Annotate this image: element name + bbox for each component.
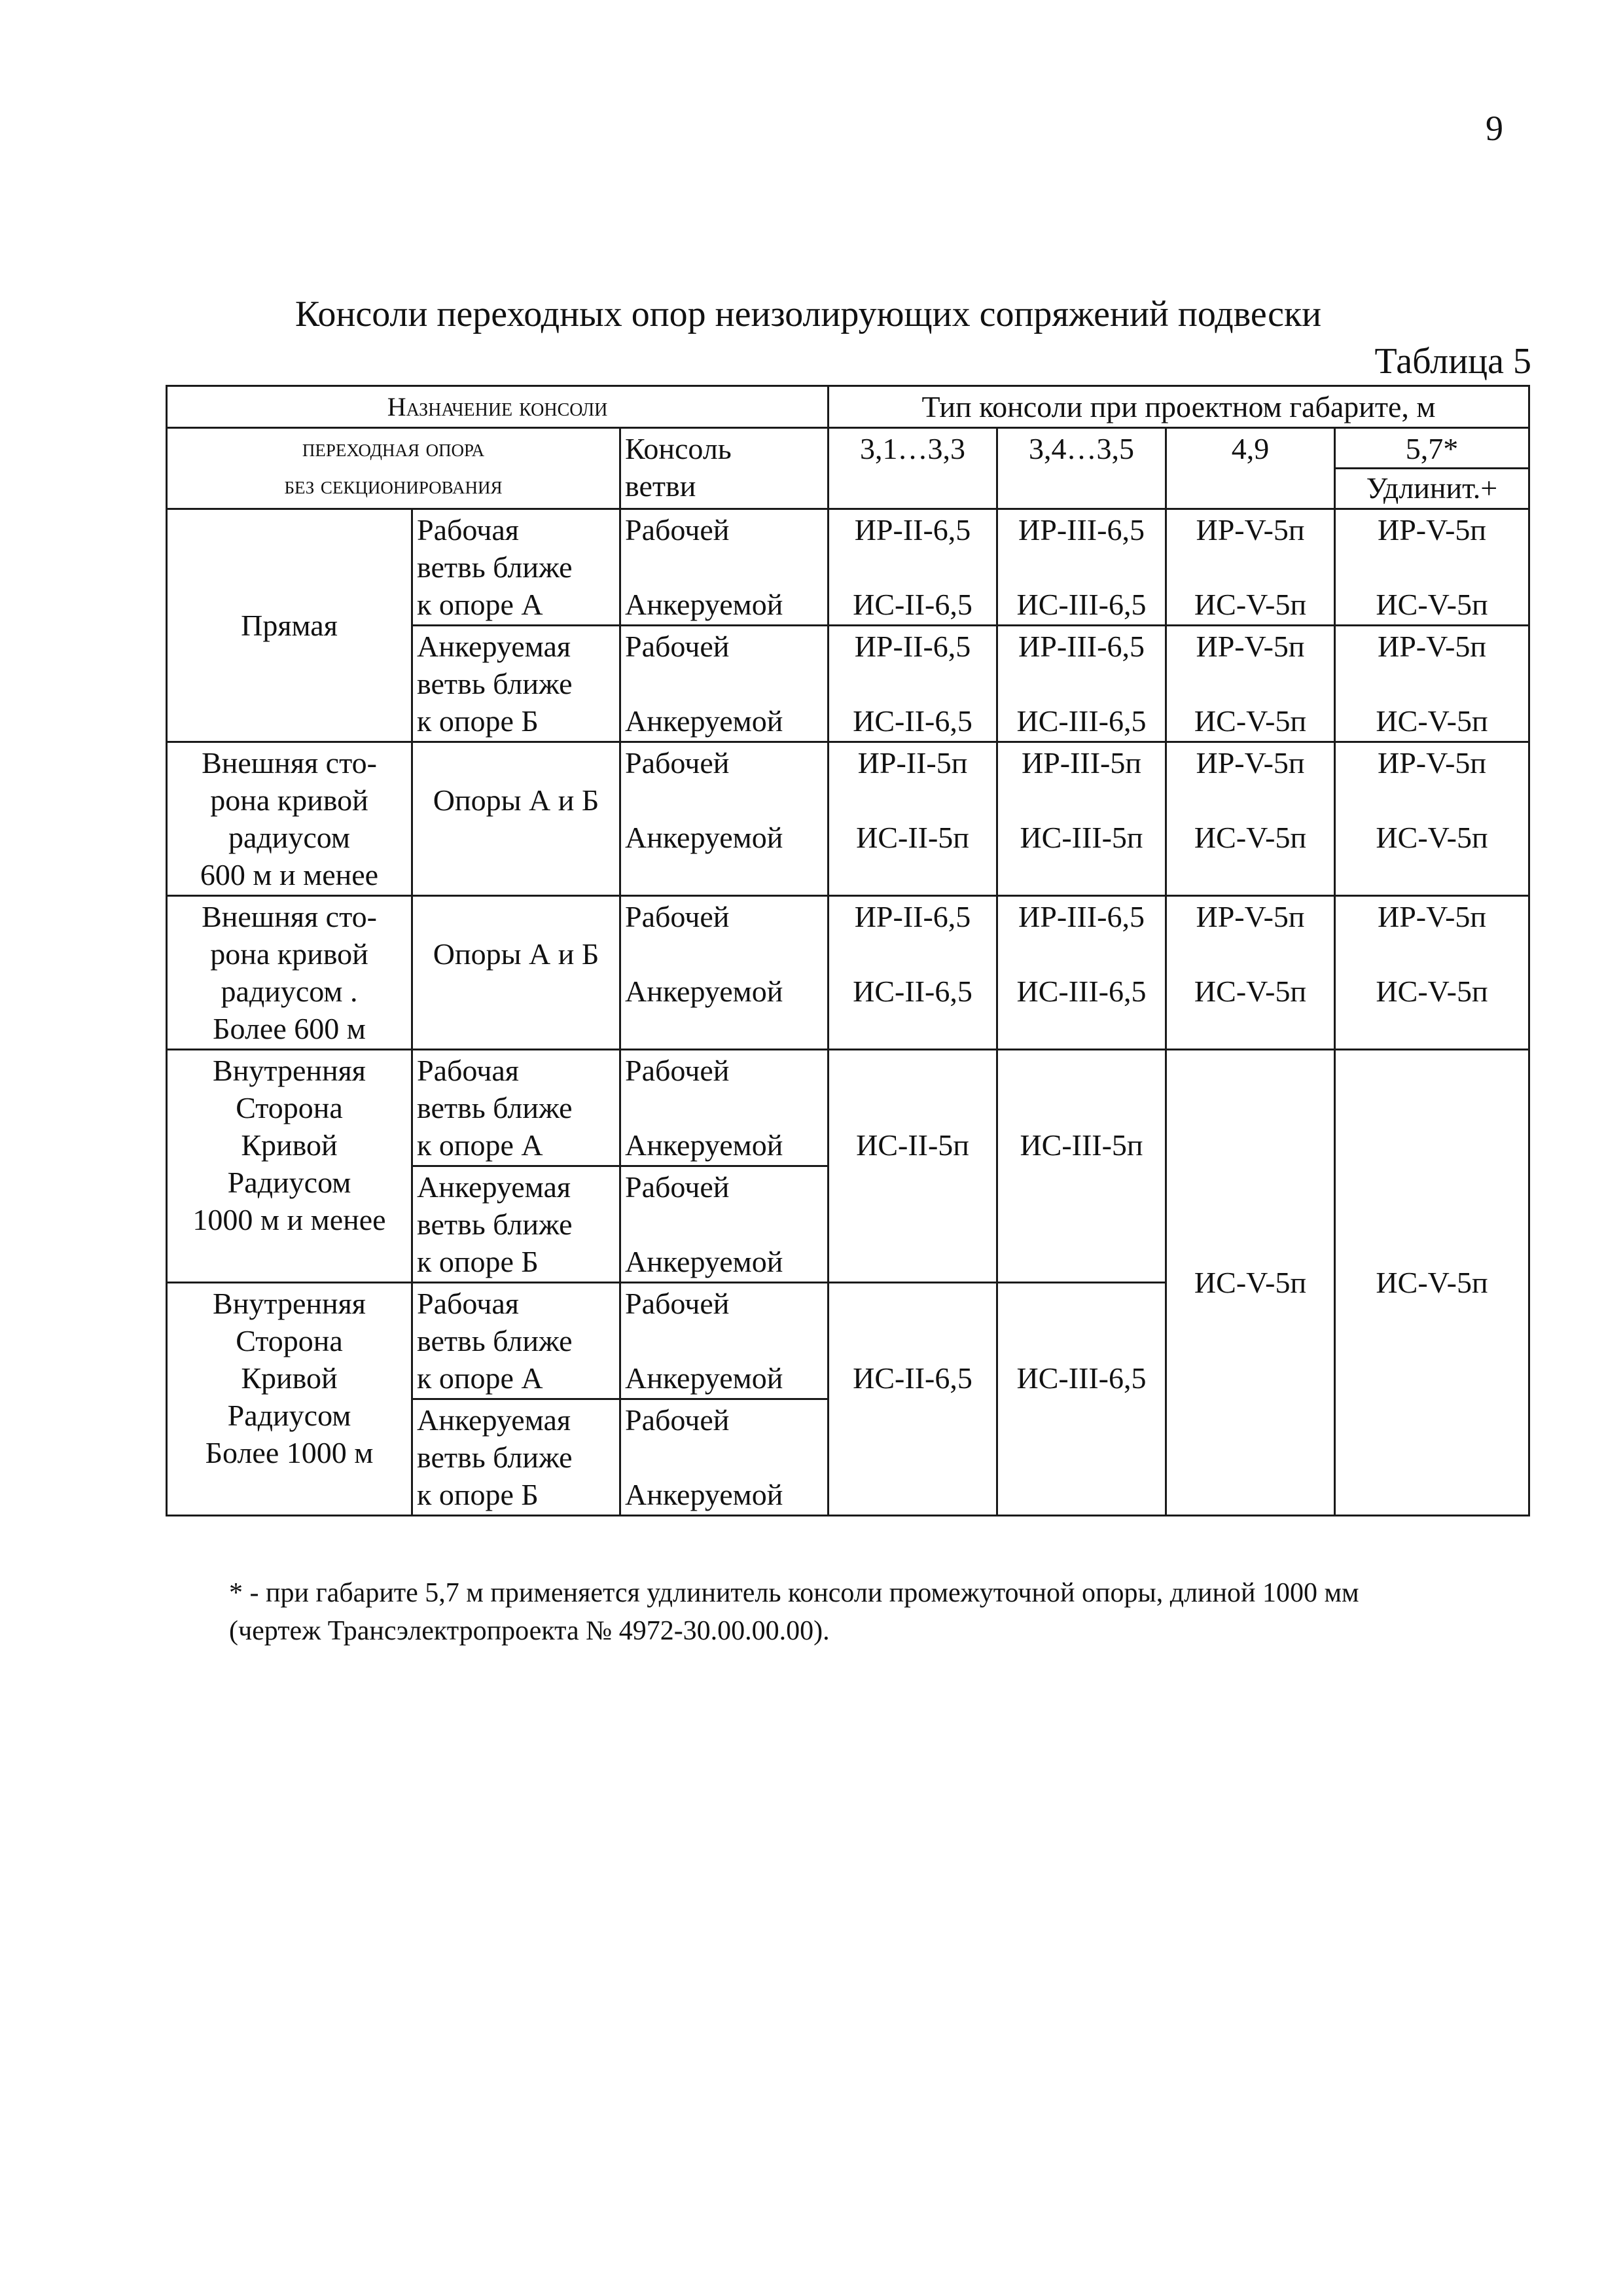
text-line: Внутренняя bbox=[213, 1287, 366, 1320]
text-line: 1000 м и менее bbox=[192, 1203, 386, 1236]
value: ИР-III-6,5 bbox=[1018, 513, 1145, 547]
straight-label: Прямая bbox=[167, 509, 412, 742]
text-line: Радиусом bbox=[227, 1166, 351, 1199]
value-cell bbox=[1335, 896, 1529, 1050]
branch-type bbox=[620, 509, 829, 626]
text-line: Более 600 м bbox=[213, 1012, 366, 1045]
branch-type bbox=[620, 1399, 829, 1516]
gauge-3-1-3-3: 3,1…3,3 bbox=[829, 428, 997, 509]
value: ИС-V-5п bbox=[1194, 975, 1307, 1008]
value: ИС-V-5п bbox=[1376, 588, 1488, 621]
value-cell bbox=[1166, 742, 1335, 896]
text-line: Анкеруемая bbox=[417, 1403, 571, 1437]
text-line: ветвь ближе bbox=[417, 1441, 573, 1474]
value-cell bbox=[1335, 742, 1529, 896]
value-cell bbox=[829, 509, 997, 626]
text-line: к опоре Б bbox=[417, 704, 539, 738]
value: ИР-V-5п bbox=[1377, 900, 1487, 933]
value: ИР-V-5п bbox=[1196, 900, 1305, 933]
value: ИС-II-6,5 bbox=[853, 588, 972, 621]
working-label: Рабочей bbox=[625, 1170, 730, 1204]
text-line: ветвь ближе bbox=[417, 550, 573, 584]
value-cell bbox=[829, 1050, 997, 1283]
working-label: Рабочей bbox=[625, 1054, 730, 1087]
value-cell bbox=[997, 742, 1166, 896]
text-line: ветвь ближе bbox=[417, 1091, 573, 1124]
footnote bbox=[229, 1574, 1505, 1650]
anchored-branch-near-b bbox=[412, 1166, 620, 1283]
text-line: ветвь ближе bbox=[417, 1324, 573, 1357]
text-line: Кривой bbox=[241, 1128, 338, 1162]
value-cell bbox=[997, 626, 1166, 742]
inner-shared-cell-4-9: ИС-V-5п bbox=[1166, 1050, 1335, 1516]
value: ИС-III-5п bbox=[1020, 1128, 1143, 1162]
branch-type bbox=[620, 1166, 829, 1283]
transition-support-label: переходная опора bbox=[302, 435, 485, 462]
text-line: Внутренняя bbox=[213, 1054, 366, 1087]
anchored-label: Анкеруемой bbox=[625, 1245, 783, 1278]
value: ИС-III-6,5 bbox=[1016, 704, 1147, 738]
text-line: к опоре А bbox=[417, 588, 543, 621]
value: ИС-V-5п bbox=[1194, 588, 1307, 621]
text-line: радиусом bbox=[228, 821, 351, 854]
anchored-label: Анкеруемой bbox=[625, 821, 783, 854]
supports-cell bbox=[412, 896, 620, 1050]
gauge-5-7-header bbox=[1335, 428, 1529, 509]
working-branch-near-a bbox=[412, 1050, 620, 1166]
text-line: Кривой bbox=[241, 1361, 338, 1395]
value: ИР-II-6,5 bbox=[854, 513, 971, 547]
inner-shared-cell-5-7: ИС-V-5п bbox=[1335, 1050, 1529, 1516]
value: ИР-II-6,5 bbox=[854, 900, 971, 933]
text-line: 600 м и менее bbox=[200, 858, 379, 891]
value: ИС-III-6,5 bbox=[1016, 588, 1147, 621]
value: ИР-II-6,5 bbox=[854, 630, 971, 663]
text-line: радиусом . bbox=[221, 975, 358, 1008]
branch-type bbox=[620, 1283, 829, 1399]
value-cell bbox=[1335, 626, 1529, 742]
supports-a-b: Опоры А и Б bbox=[433, 783, 599, 817]
anchored-branch-near-b bbox=[412, 626, 620, 742]
branch-type bbox=[620, 1050, 829, 1166]
table-row bbox=[167, 742, 1529, 896]
value: ИС-II-6,5 bbox=[853, 704, 972, 738]
text-line: к опоре А bbox=[417, 1361, 543, 1395]
text-line: к опоре Б bbox=[417, 1245, 539, 1278]
anchored-label: Анкеруемой bbox=[625, 588, 783, 621]
branch-type bbox=[620, 896, 829, 1050]
value: ИС-V-5п bbox=[1376, 821, 1488, 854]
value: ИС-II-6,5 bbox=[853, 1361, 972, 1395]
anchored-label: Анкеруемой bbox=[625, 1128, 783, 1162]
value: ИР-V-5п bbox=[1196, 630, 1305, 663]
value-cell bbox=[829, 742, 997, 896]
value: ИС-V-5п bbox=[1194, 704, 1307, 738]
anchored-label: Анкеруемой bbox=[625, 975, 783, 1008]
text-line: Рабочая bbox=[417, 1287, 519, 1320]
header-row-1 bbox=[167, 386, 1529, 428]
supports-a-b: Опоры А и Б bbox=[433, 937, 599, 971]
text-line: Радиусом bbox=[227, 1399, 351, 1432]
working-label: Рабочей bbox=[625, 900, 730, 933]
gauge-3-4-3-5: 3,4…3,5 bbox=[997, 428, 1166, 509]
value-cell bbox=[1166, 626, 1335, 742]
working-label: Рабочей bbox=[625, 1403, 730, 1437]
value: ИС-V-5п bbox=[1376, 704, 1488, 738]
value: ИР-III-5п bbox=[1021, 746, 1141, 780]
value: ИС-III-6,5 bbox=[1016, 1361, 1147, 1395]
transition-support-header bbox=[167, 428, 620, 509]
text-line: Сторона bbox=[236, 1091, 343, 1124]
value-cell bbox=[997, 1283, 1166, 1516]
value: ИР-V-5п bbox=[1196, 513, 1305, 547]
purpose-header: Назначение консоли bbox=[167, 386, 829, 428]
value: ИР-V-5п bbox=[1377, 513, 1487, 547]
value: ИР-II-5п bbox=[857, 746, 968, 780]
console-branch-line1: Консоль bbox=[625, 432, 732, 465]
value-cell bbox=[829, 896, 997, 1050]
value-cell bbox=[829, 626, 997, 742]
anchored-label: Анкеруемой bbox=[625, 1478, 783, 1511]
value: ИР-V-5п bbox=[1377, 630, 1487, 663]
text-line: Рабочая bbox=[417, 1054, 519, 1087]
anchored-branch-near-b bbox=[412, 1399, 620, 1516]
value: ИС-II-5п bbox=[856, 821, 969, 854]
text-line: Рабочая bbox=[417, 513, 519, 547]
working-branch-near-a bbox=[412, 1283, 620, 1399]
text-line: Более 1000 м bbox=[205, 1436, 374, 1469]
console-branch-line2: ветви bbox=[625, 469, 696, 503]
value: ИС-II-5п bbox=[856, 1128, 969, 1162]
footnote-line-1: * - при габарите 5,7 м применяется удлинитель консоли промежуточной опоры, длиной 1000 мм bbox=[229, 1578, 1359, 1608]
table-row bbox=[167, 1050, 1529, 1166]
text-line: Внешняя сто- bbox=[202, 746, 377, 780]
text-line: Анкеруемая bbox=[417, 1170, 571, 1204]
gauge-5-7: 5,7* bbox=[1405, 432, 1459, 465]
console-table bbox=[166, 385, 1530, 1516]
outer-600-plus-label bbox=[167, 896, 412, 1050]
working-label: Рабочей bbox=[625, 513, 730, 547]
value: ИР-III-6,5 bbox=[1018, 630, 1145, 663]
outer-600-label bbox=[167, 742, 412, 896]
branch-type bbox=[620, 626, 829, 742]
inner-1000-plus-label bbox=[167, 1283, 412, 1516]
value: ИС-V-5п bbox=[1194, 821, 1307, 854]
table-row bbox=[167, 509, 1529, 626]
extension-label: Удлинит.+ bbox=[1336, 467, 1528, 507]
value: ИР-III-6,5 bbox=[1018, 900, 1145, 933]
inner-1000-label bbox=[167, 1050, 412, 1283]
text-line: рона кривой bbox=[210, 783, 368, 817]
supports-cell bbox=[412, 742, 620, 896]
value-cell bbox=[1166, 896, 1335, 1050]
branch-type bbox=[620, 742, 829, 896]
working-label: Рабочей bbox=[625, 630, 730, 663]
working-branch-near-a bbox=[412, 509, 620, 626]
value: ИР-V-5п bbox=[1196, 746, 1305, 780]
text-line: рона кривой bbox=[210, 937, 368, 971]
value: ИС-II-6,5 bbox=[853, 975, 972, 1008]
anchored-label: Анкеруемой bbox=[625, 1361, 783, 1395]
working-label: Рабочей bbox=[625, 1287, 730, 1320]
anchored-label: Анкеруемой bbox=[625, 704, 783, 738]
text-line: ветвь ближе bbox=[417, 1208, 573, 1241]
type-header: Тип консоли при проектном габарите, м bbox=[829, 386, 1529, 428]
text-line: к опоре Б bbox=[417, 1478, 539, 1511]
value-cell bbox=[1166, 509, 1335, 626]
table-row bbox=[167, 896, 1529, 1050]
value-cell bbox=[1335, 509, 1529, 626]
value-cell bbox=[829, 1283, 997, 1516]
header-row-2 bbox=[167, 428, 1529, 509]
text-line: ветвь ближе bbox=[417, 667, 573, 700]
text-line: Анкеруемая bbox=[417, 630, 571, 663]
value-cell bbox=[997, 896, 1166, 1050]
value: ИР-V-5п bbox=[1377, 746, 1487, 780]
value: ИС-III-5п bbox=[1020, 821, 1143, 854]
no-sectioning-label: без секционирования bbox=[284, 472, 503, 499]
table-title: Консоли переходных опор неизолирующих сопряжений подвески bbox=[294, 294, 1322, 334]
text-line: Внешняя сто- bbox=[202, 900, 377, 933]
value: ИС-III-6,5 bbox=[1016, 975, 1147, 1008]
page-number: 9 bbox=[1486, 109, 1503, 148]
text-line: Сторона bbox=[236, 1324, 343, 1357]
footnote-line-2: (чертеж Трансэлектропроекта № 4972-30.00.00.00). bbox=[229, 1616, 830, 1646]
value: ИС-V-5п bbox=[1376, 975, 1488, 1008]
working-label: Рабочей bbox=[625, 746, 730, 780]
value-cell bbox=[997, 1050, 1166, 1283]
gauge-4-9: 4,9 bbox=[1166, 428, 1335, 509]
value-cell bbox=[997, 509, 1166, 626]
table-label: Таблица 5 bbox=[1374, 341, 1531, 382]
text-line: к опоре А bbox=[417, 1128, 543, 1162]
console-branch-header bbox=[620, 428, 829, 509]
